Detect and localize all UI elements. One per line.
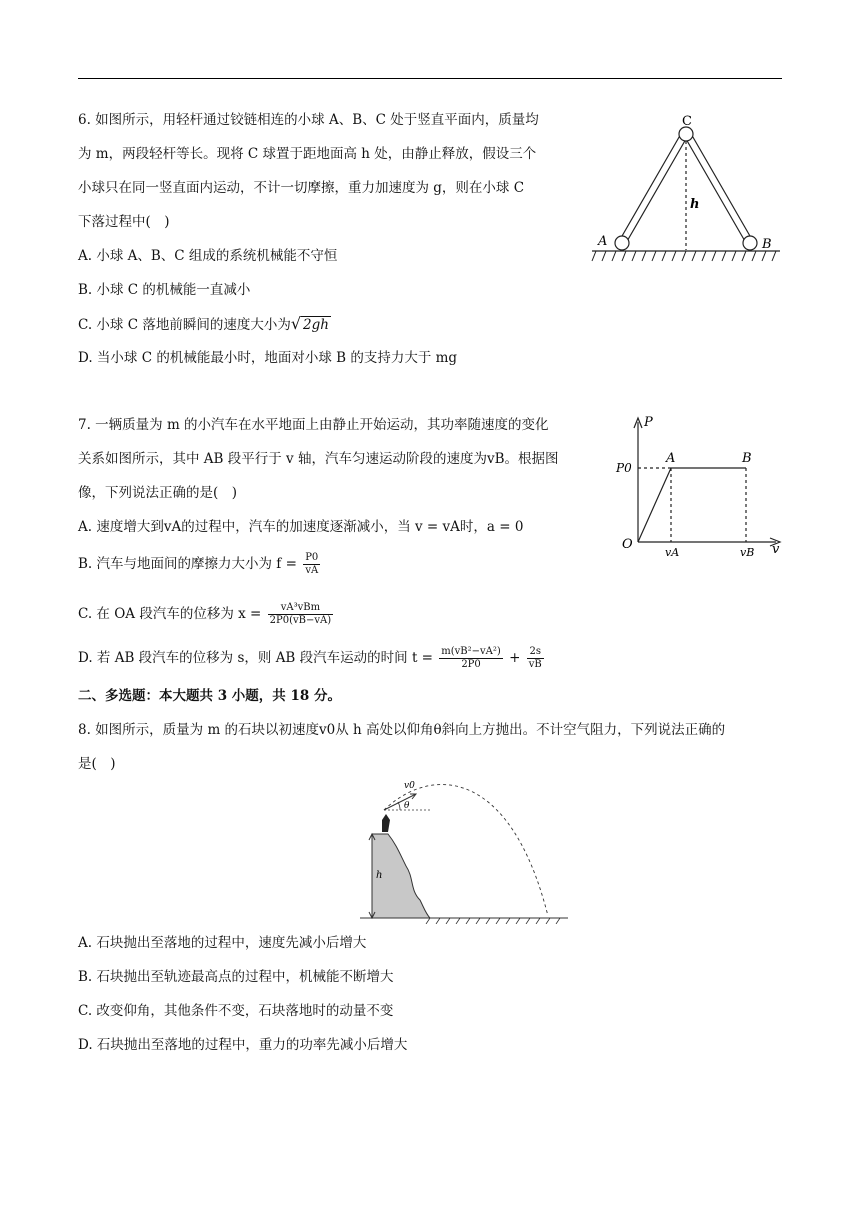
q8-stem-line-1: 8. 如图所示，质量为 m 的石块以初速度v0从 h 高处以仰角θ斜向上方抛出。不计空气阻力，下列说法正确的 [78, 722, 726, 738]
q7-option-d-fraction-1: $\frac{\text{m(vB²−vA²)}}{2P0}$ [441, 646, 501, 670]
q6-stem-line-4: 下落过程中( ) [78, 214, 170, 230]
q6-option-b: B. 小球 C 的机械能一直减小 [78, 282, 251, 298]
q6-ball-a [615, 236, 629, 250]
q7-option-b-fraction: $\frac{P0}{vA}$ [305, 552, 319, 576]
q7-option-d [78, 646, 546, 671]
q7-option-b [78, 552, 322, 577]
q6-option-d: D. 当小球 C 的机械能最小时，地面对小球 B 的支持力大于 mg [78, 350, 458, 366]
q6-label-a: A [598, 234, 608, 249]
q6-option-c: C. 小球 C 落地前瞬间的速度大小为√ 2gh [78, 314, 329, 333]
q7-label-vb: vB [740, 546, 755, 559]
section-heading-multiple-choice: 二、多选题：本大题共 3 小题，共 18 分。 [78, 688, 341, 704]
q7-label-p0: P0 [616, 461, 632, 475]
q7-segment-oa [638, 468, 671, 542]
q8-thrower [382, 814, 390, 832]
q6-option-c-radicand: 2gh [303, 317, 329, 333]
q7-option-c-fraction: $\frac{\text{vA³vBm}}{2P0(vB-vA)}$ [269, 602, 332, 626]
q8-option-c: C. 改变仰角，其他条件不变，石块落地时的动量不变 [78, 1003, 394, 1019]
q6-ground-hatch [592, 251, 776, 261]
q6-option-a: A. 小球 A、B、C 组成的系统机械能不守恒 [78, 248, 338, 264]
q7-label-b: B [742, 451, 752, 466]
q7-label-v: v [772, 542, 780, 557]
q6-label-b: B [762, 237, 772, 252]
q6-stem-line-2: 为 m，两段轻杆等长。现将 C 球置于距地面高 h 处，由静止释放，假设三个 [78, 146, 537, 162]
header-rule [78, 78, 782, 79]
q6-stem-line-3: 小球只在同一竖直面内运动，不计一切摩擦，重力加速度为 g，则在小球 C [78, 180, 525, 196]
q7-option-d-fraction-2: $\frac{2s}{vB}$ [528, 646, 542, 670]
q8-option-d: D. 石块抛出至落地的过程中，重力的功率先减小后增大 [78, 1037, 408, 1053]
q7-option-a: A. 速度增大到vA的过程中，汽车的加速度逐渐减小，当 v = vA时，a = 0 [78, 519, 524, 535]
q7-option-d-text: D. 若 AB 段汽车的位移为 s，则 AB 段汽车运动的时间 t = [78, 650, 433, 666]
q6-rod-right-inner [682, 132, 746, 243]
q8-label-v0: v0 [404, 781, 415, 791]
q6-rod-left-outer [618, 132, 682, 243]
q8-label-h: h [376, 870, 383, 881]
q7-stem-line-3: 像，下列说法正确的是( ) [78, 485, 238, 501]
q6-label-c: C [682, 114, 692, 129]
q8-label-theta: θ [404, 801, 410, 811]
q6-option-c-text: C. 小球 C 落地前瞬间的速度大小为 [78, 317, 291, 333]
q8-ground-hatch [426, 918, 560, 924]
q7-stem-line-1: 7. 一辆质量为 m 的小汽车在水平地面上由静止开始运动，其功率随速度的变化 [78, 417, 549, 433]
q7-label-o: O [622, 537, 633, 552]
q7-option-b-text: B. 汽车与地面间的摩擦力大小为 f = [78, 556, 297, 572]
q8-stem-line-2: 是( ) [78, 756, 116, 772]
q8-angle-arc [398, 802, 400, 810]
q6-label-h: h [690, 197, 700, 212]
q7-label-p: P [644, 415, 653, 430]
q7-option-c-text: C. 在 OA 段汽车的位移为 x = [78, 606, 262, 622]
q6-figure [590, 110, 790, 270]
q6-ball-c [679, 127, 693, 141]
q6-rod-left-inner [626, 132, 690, 243]
q7-option-d-plus: + [509, 650, 521, 666]
q7-option-c [78, 602, 335, 627]
q8-option-b: B. 石块抛出至轨迹最高点的过程中，机械能不断增大 [78, 969, 394, 985]
q7-label-va: vA [665, 546, 680, 559]
q8-figure [360, 774, 572, 924]
q8-option-a: A. 石块抛出至落地的过程中，速度先减小后增大 [78, 935, 367, 951]
q7-stem-line-2: 关系如图所示，其中 AB 段平行于 v 轴，汽车匀速运动阶段的速度为vB。根据图 [78, 451, 559, 467]
q7-figure [608, 410, 788, 560]
q6-rod-right-outer [690, 132, 754, 243]
q6-stem-line-1: 6. 如图所示，用轻杆通过铰链相连的小球 A、B、C 处于竖直平面内，质量均 [78, 112, 539, 128]
q7-label-a: A [666, 451, 676, 466]
q6-ball-b [743, 236, 757, 250]
